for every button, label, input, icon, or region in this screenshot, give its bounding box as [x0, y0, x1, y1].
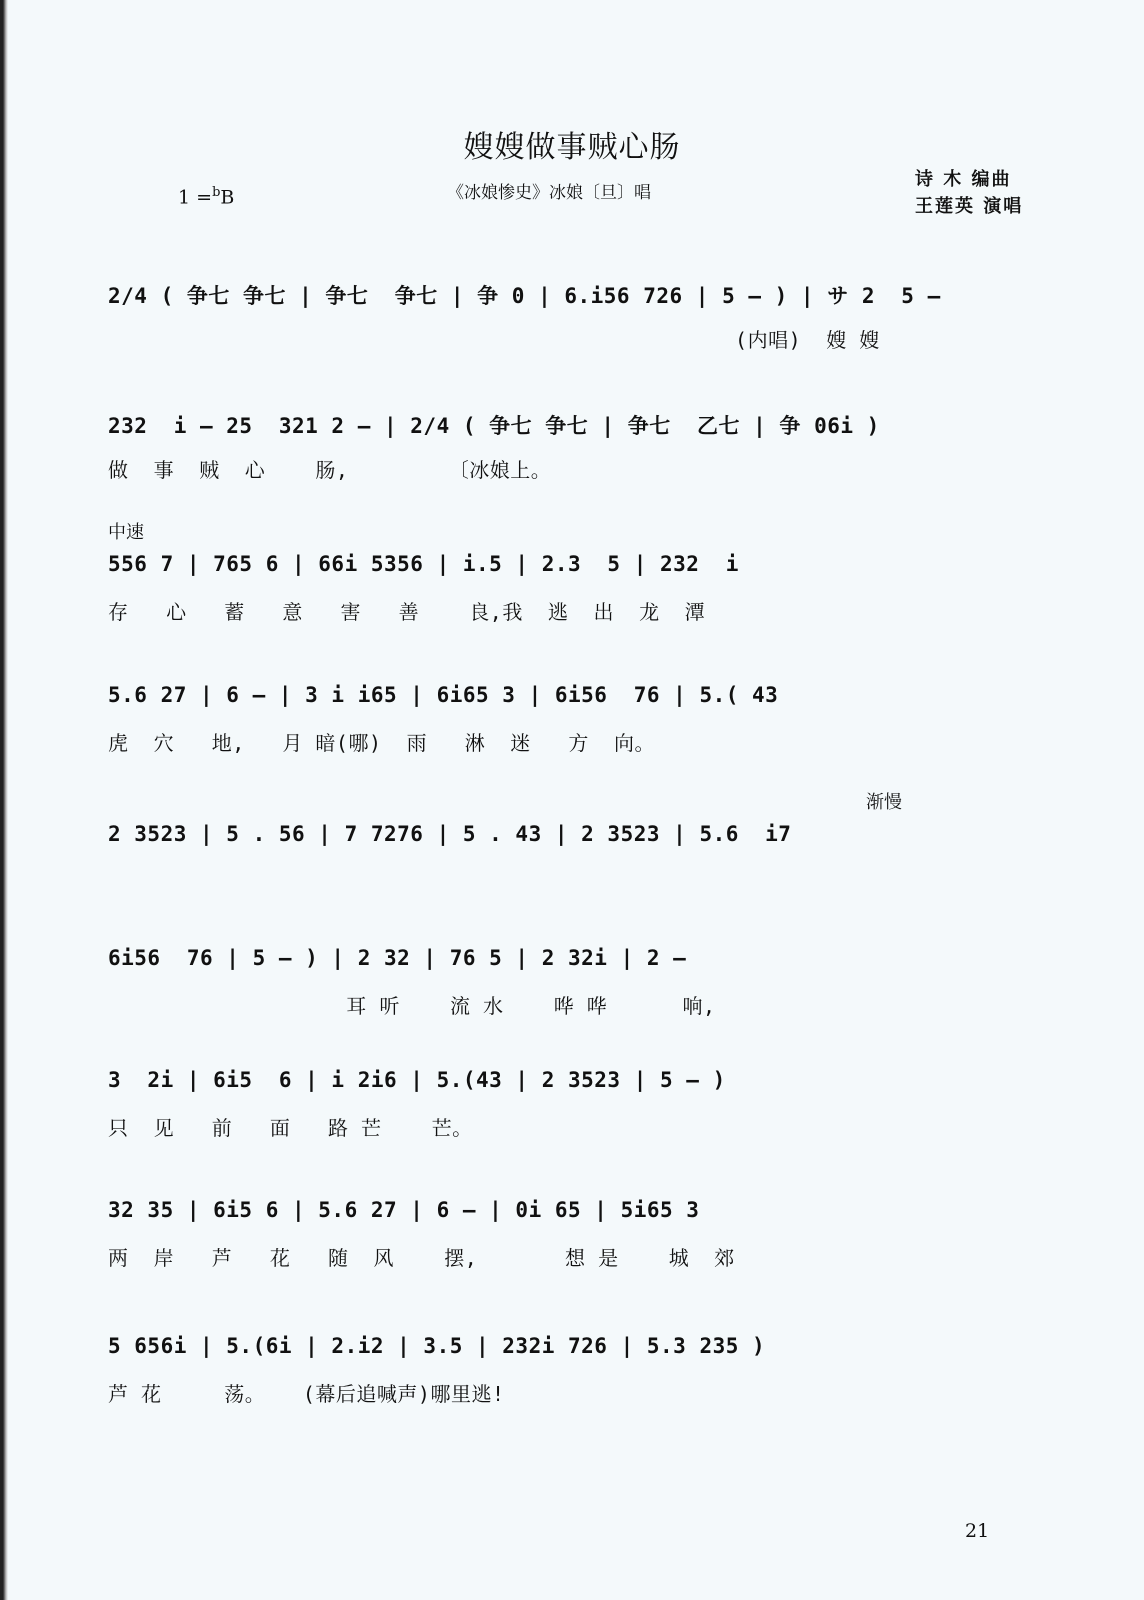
key-note: B [220, 186, 235, 209]
page-number: 21 [965, 1520, 990, 1542]
lyric-line: 虎 穴 地, 月 暗(哪) 雨 淋 迷 方 向。 [108, 731, 655, 755]
lyric-line: 两 岸 芦 花 随 风 摆, 想 是 城 郊 [108, 1246, 735, 1270]
lyric-line: 耳 听 流 水 哗 哗 响, [108, 994, 716, 1018]
notation-line: 32 35 | 6i5 6 | 5.6 27 | 6 — | 0i 65 | 5i65 3 [108, 1198, 700, 1222]
lyric-line: 存 心 蓄 意 害 善 良,我 逃 出 龙 潭 [108, 600, 706, 624]
key-accidental: b [212, 185, 221, 200]
composer-credit: 诗 木 编曲 [915, 169, 1012, 190]
key-prefix: 1 = [178, 186, 213, 209]
singer-credit: 王莲英 演唱 [915, 196, 1024, 217]
key-signature [178, 185, 234, 208]
notation-line: 6i56 76 | 5 — ) | 2 32 | 76 5 | 2 32i | 2 — [108, 946, 687, 970]
lyric-line: 只 见 前 面 路 芒 芒。 [108, 1116, 473, 1140]
notation-line: 232 i — 25 321 2 — | 2/4 ( 争七 争七 | 争七 乙七 | 争 06i ) [108, 414, 880, 438]
lyric-line: 芦 花 荡。 (幕后追喊声)哪里逃! [108, 1382, 505, 1406]
source-line: 《冰娘惨史》冰娘〔旦〕唱 [447, 183, 651, 203]
notation-line: 3 2i | 6i5 6 | i 2i6 | 5.(43 | 2 3523 | 5 — ) [108, 1068, 726, 1092]
lyric-line: 做 事 贼 心 肠, 〔冰娘上。 [108, 458, 552, 482]
notation-line: 5.6 27 | 6 — | 3 i i65 | 6i65 3 | 6i56 76 | 5.( 43 [108, 683, 779, 707]
page-spine-edge [0, 0, 8, 1600]
notation-line: 2 3523 | 5 . 56 | 7 7276 | 5 . 43 | 2 3523 | 5.6 i7 [108, 822, 792, 846]
notation-line: 2/4 ( 争七 争七 | 争七 争七 | 争 0 | 6.i56 726 | 5 — ) | サ 2 5 — [108, 284, 941, 308]
lyric-line: (内唱) 嫂 嫂 [108, 328, 880, 352]
page-title: 嫂嫂做事贼心肠 [463, 130, 681, 165]
tempo-rit: 渐慢 [866, 792, 902, 813]
notation-line: 556 7 | 765 6 | 66i 5356 | i.5 | 2.3 5 | 232 i [108, 552, 739, 576]
notation-line: 5 656i | 5.(6i | 2.i2 | 3.5 | 232i 726 | 5.3 235 ) [108, 1334, 766, 1358]
tempo-moderate: 中速 [108, 522, 144, 543]
